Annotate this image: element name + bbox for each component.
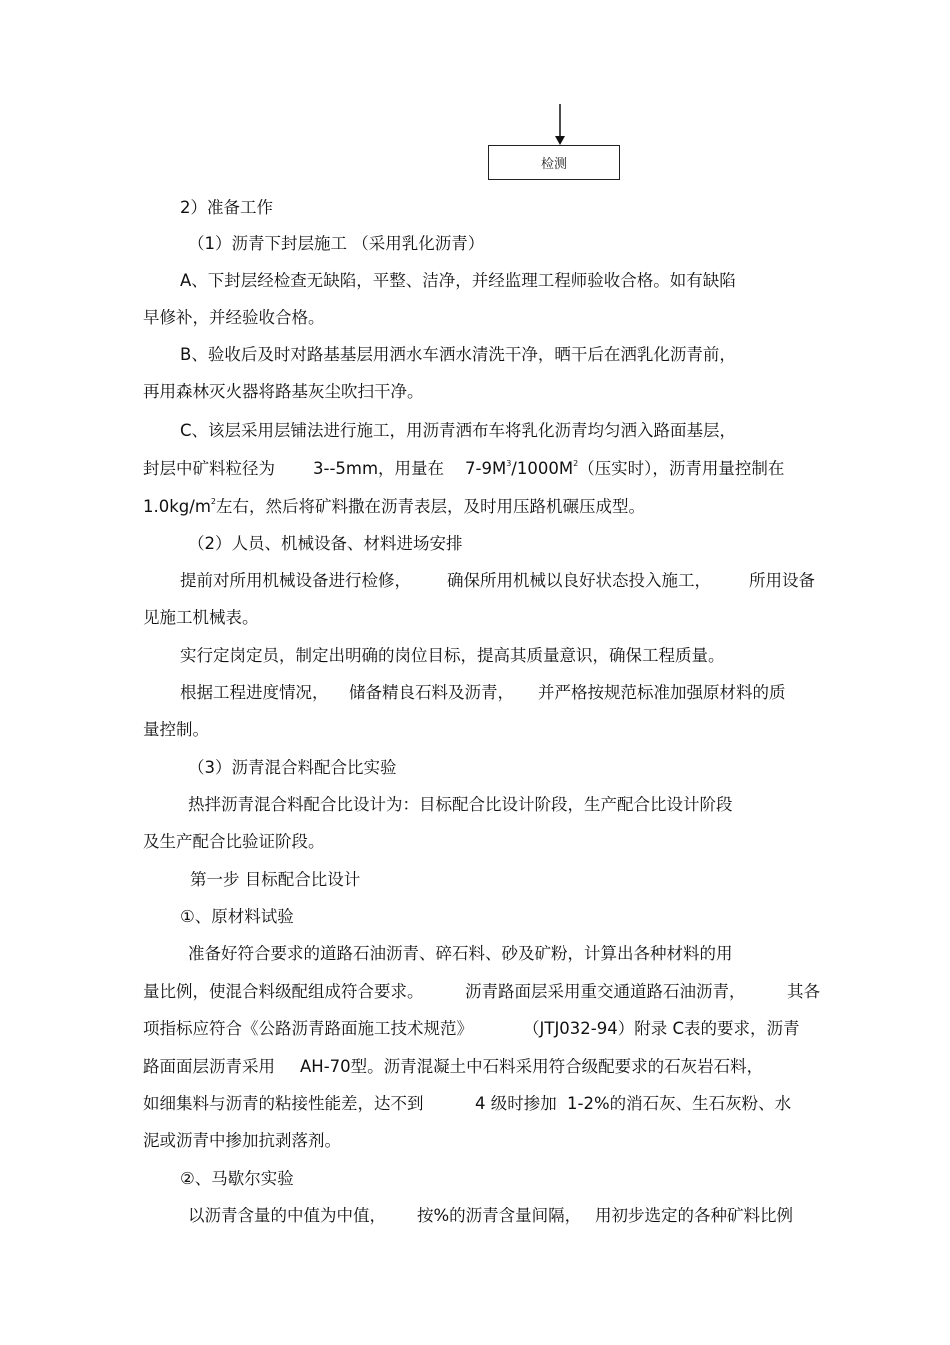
text-segment: 封层中矿料粒径为 <box>143 459 275 478</box>
paragraph-line: 1-2%的消石灰、生石灰粉、水 <box>567 1094 792 1113</box>
paragraph-line: 其各 <box>787 982 820 1001</box>
section-heading: 2）准备工作 <box>180 198 273 217</box>
subsection-heading: （3）沥青混合料配合比实验 <box>188 758 397 777</box>
paragraph-line: 4 级时掺加 <box>475 1094 557 1113</box>
paragraph-line: 并严格按规范标准加强原材料的质 <box>538 683 786 702</box>
text-segment: /1000M <box>511 459 574 478</box>
paragraph-line: 储备精良石料及沥青， <box>349 683 514 702</box>
paragraph-line: 根据工程进度情况， <box>180 683 329 702</box>
paragraph-line: 泥或沥青中掺加抗剥落剂。 <box>143 1131 341 1150</box>
superscript: 2 <box>573 459 579 468</box>
paragraph-line: 确保所用机械以良好状态投入施工， <box>447 571 711 590</box>
text-segment: 3--5mm，用量在 <box>313 459 445 478</box>
paragraph-line: 热拌沥青混合料配合比设计为：目标配合比设计阶段，生产配合比设计阶段 <box>188 795 733 814</box>
item-heading: ①、原材料试验 <box>180 907 294 926</box>
superscript: 2 <box>210 497 216 506</box>
paragraph-line <box>143 459 275 479</box>
paragraph-line: 所用设备 <box>749 571 815 590</box>
step-heading: 第一步 目标配合比设计 <box>190 870 361 889</box>
paragraph-line <box>465 459 784 479</box>
paragraph-line: 路面面层沥青采用 <box>143 1057 275 1076</box>
paragraph-line: 量控制。 <box>143 720 209 739</box>
paragraph-line: 量比例，使混合料级配组成符合要求。 <box>143 982 424 1001</box>
subsection-heading: （1）沥青下封层施工 （采用乳化沥青） <box>188 234 485 253</box>
paragraph-line <box>313 459 444 479</box>
text-segment: 左右，然后将矿料撒在沥青表层，及时用压路机碾压成型。 <box>216 497 645 516</box>
paragraph-line: 沥青路面层采用重交通道路石油沥青， <box>465 982 746 1001</box>
paragraph-line: 再用森林灭火器将路基灰尘吹扫干净。 <box>143 382 424 401</box>
paragraph-line: C、该层采用层铺法进行施工，用沥青洒布车将乳化沥青均匀洒入路面基层， <box>180 421 737 440</box>
subsection-heading: （2）人员、机械设备、材料进场安排 <box>188 534 463 553</box>
item-heading: ②、马歇尔实验 <box>180 1169 294 1188</box>
paragraph-line: 提前对所用机械设备进行检修， <box>180 571 411 590</box>
paragraph-line: A、下封层经检查无缺陷，平整、洁净，并经监理工程师验收合格。如有缺陷 <box>180 271 736 290</box>
paragraph-line: 及生产配合比验证阶段。 <box>143 832 325 851</box>
text-segment: （压实时），沥青用量控制在 <box>578 459 785 478</box>
paragraph-line: 以沥青含量的中值为中值， <box>188 1206 386 1225</box>
paragraph-line: AH-70型。沥青混凝土中石料采用符合级配要求的石灰岩石料， <box>300 1057 764 1076</box>
paragraph-line <box>143 497 645 517</box>
paragraph-line: （JTJ032-94）附录 C表的要求，沥青 <box>523 1019 800 1038</box>
paragraph-line: 按%的沥青含量间隔， <box>417 1206 582 1225</box>
text-segment: 1.0kg/m <box>143 497 211 516</box>
paragraph-line: 准备好符合要求的道路石油沥青、碎石料、砂及矿粉，计算出各种材料的用 <box>188 944 733 963</box>
paragraph-line: 项指标应符合《公路沥青路面施工技术规范》 <box>143 1019 473 1038</box>
arrow-down-icon <box>540 104 580 146</box>
paragraph-line: 如细集料与沥青的粘接性能差，达不到 <box>143 1094 424 1113</box>
flowchart-box-inspection <box>488 145 620 180</box>
paragraph-line: B、验收后及时对路基基层用洒水车洒水清洗干净，晒干后在洒乳化沥青前， <box>180 345 736 364</box>
superscript: 3 <box>506 459 512 468</box>
paragraph-line: 早修补，并经验收合格。 <box>143 308 325 327</box>
paragraph-line: 见施工机械表。 <box>143 608 259 627</box>
paragraph-line: 用初步选定的各种矿料比例 <box>595 1206 793 1225</box>
flowchart-box-label: 检测 <box>540 157 567 172</box>
text-segment: 7-9M <box>465 459 507 478</box>
paragraph-line: 实行定岗定员，制定出明确的岗位目标，提高其质量意识，确保工程质量。 <box>180 646 725 665</box>
